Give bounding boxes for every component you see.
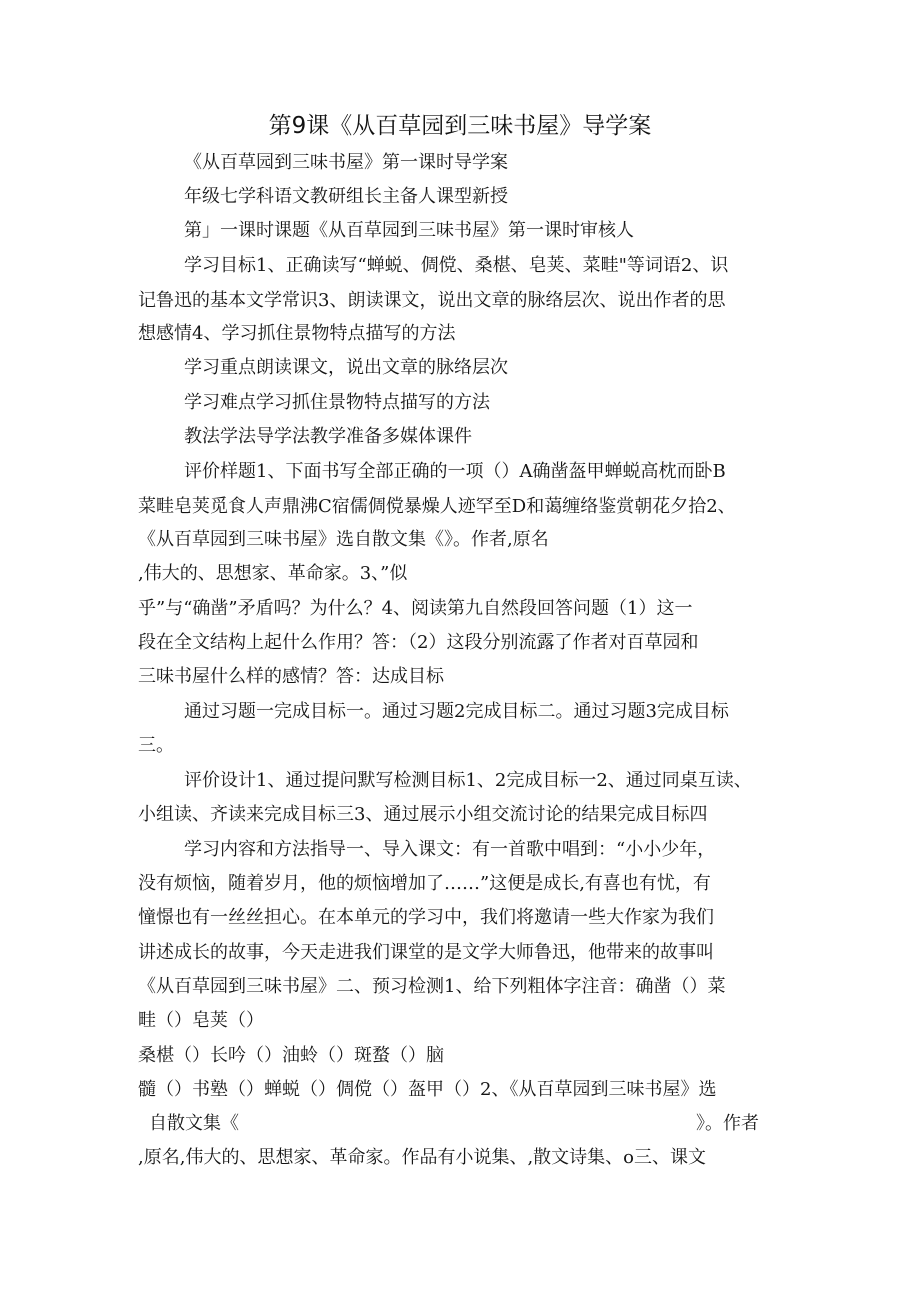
text-line: 自散文集《 <box>149 1113 239 1134</box>
text-line: ,原名,伟大的、思想家、革命家。作品有小说集、,散文诗集、o三、课文 <box>138 1147 706 1168</box>
text-line: 学习内容和方法指导一、导入课文：有一首歌中唱到：“小小少年， <box>184 839 716 860</box>
text-line: 《从百草园到三味书屋》二、预习检测1、给下列粗体字注音：确凿（）菜 <box>138 976 726 997</box>
text-line: 学习难点学习抓住景物特点描写的方法 <box>184 392 490 413</box>
text-line: 学习重点朗读课文，说出文章的脉络层次 <box>184 357 508 378</box>
text-line: 评价设计1、通过提问默写检测目标1、2完成目标一2、通过同桌互读、 <box>184 770 752 791</box>
text-line: 教法学法导学法教学准备多媒体课件 <box>184 426 472 447</box>
text-line: 畦（）皂荚（） <box>138 1010 264 1031</box>
text-line: 想感情4、学习抓住景物特点描写的方法 <box>138 323 456 344</box>
text-line: 髓（）书塾（）蝉蜕（）倜傥（）盔甲（）2、《从百草园到三味书屋》选 <box>138 1079 717 1100</box>
text-line: 段在全文结构上起什么作用？答：（2）这段分别流露了作者对百草园和 <box>138 632 699 653</box>
text-line: 憧憬也有一丝丝担心。在本单元的学习中，我们将邀请一些大作家为我们 <box>138 907 714 928</box>
text-line: ,伟大的、思想家、革命家。3、”似 <box>138 563 408 584</box>
text-line: 第」一课时课题《从百草园到三味书屋》第一课时审核人 <box>184 220 634 241</box>
text-line: 通过习题一完成目标一。通过习题2完成目标二。通过习题3完成目标 <box>184 701 729 722</box>
text-line: 菜畦皂荚觅食人声鼎沸C宿儒倜傥暴燥人迹罕至D和蔼缠络鉴赏朝花夕拾2、 <box>138 496 736 517</box>
text-line: 《从百草园到三味书屋》选自散文集《》。作者,原名 <box>138 529 549 550</box>
text-line: 没有烦恼，随着岁月，他的烦恼增加了……”这便是成长,有喜也有忧，有 <box>138 873 711 894</box>
text-line: 讲述成长的故事，今天走进我们课堂的是文学大师鲁迅，他带来的故事叫 <box>138 942 714 963</box>
text-line: 小组读、齐读来完成目标三3、通过展示小组交流讨论的结果完成目标四 <box>138 804 708 825</box>
text-line: 记鲁迅的基本文学常识3、朗读课文，说出文章的脉络层次、说出作者的思 <box>138 290 726 311</box>
text-line: 三味书屋什么样的感情？答：达成目标 <box>138 666 444 687</box>
text-line: 乎”与“确凿”矛盾吗？为什么？4、阅读第九自然段回答问题（1）这一 <box>138 598 693 619</box>
text-line: 年级七学科语文教研组长主备人课型新授 <box>184 186 508 207</box>
text-line: 《从百草园到三味书屋》第一课时导学案 <box>184 152 508 173</box>
text-line: 学习目标1、正确读写“蝉蜕、倜傥、桑椹、皂荚、菜畦"等词语2、识 <box>184 255 729 276</box>
text-line: 桑椹（）长吟（）油蛉（）斑蝥（）脑 <box>138 1045 444 1066</box>
text-line-end: 》。作者 <box>696 1113 759 1134</box>
text-line: 评价样题1、下面书写全部正确的一项（）A确凿盔甲蝉蜕高枕而卧B <box>184 461 726 482</box>
document-title: 第9课《从百草园到三味书屋》导学案 <box>268 113 652 139</box>
text-line: 三。 <box>138 735 174 756</box>
